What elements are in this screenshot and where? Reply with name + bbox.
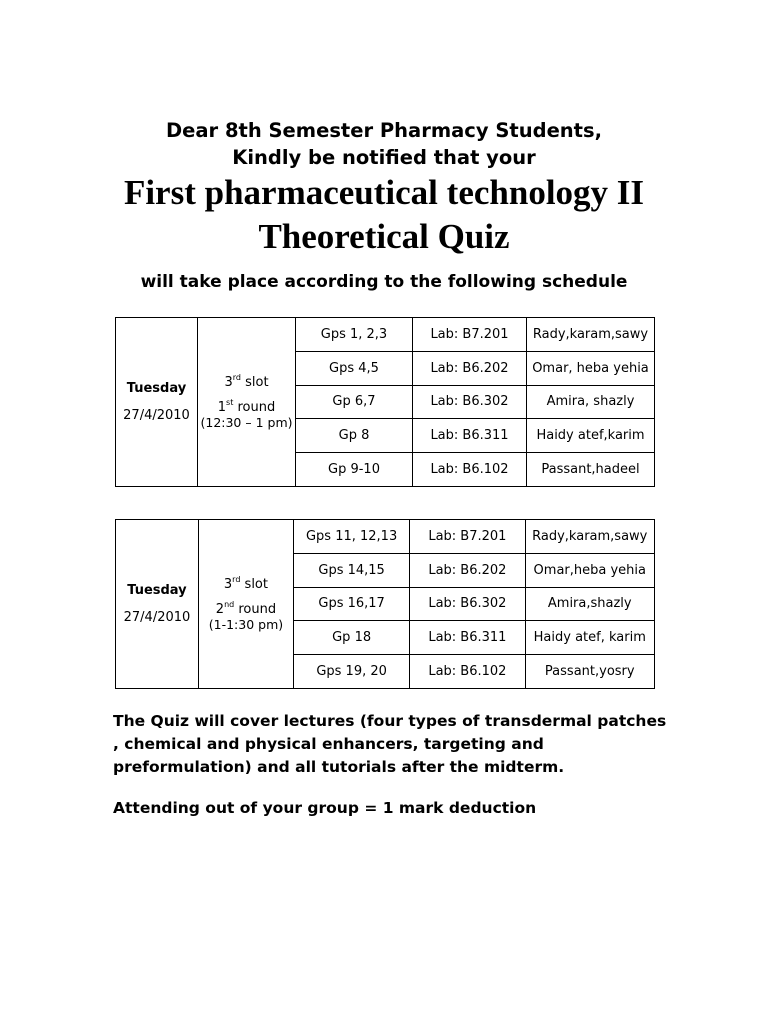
staff-cell: Rady,karam,sawy <box>525 520 654 554</box>
groups-cell: Gps 4,5 <box>296 351 413 385</box>
table-row <box>116 318 655 352</box>
round-label: 2nd round <box>215 599 277 617</box>
date-label: 27/4/2010 <box>123 408 190 423</box>
lab-cell: Lab: B6.202 <box>410 553 525 587</box>
schedule-table-round-1 <box>115 317 655 487</box>
groups-cell: Gp 8 <box>296 419 413 453</box>
staff-cell: Haidy atef, karim <box>525 621 654 655</box>
lab-cell: Lab: B6.311 <box>410 621 525 655</box>
lab-cell: Lab: B7.201 <box>413 318 527 352</box>
groups-cell: Gps 11, 12,13 <box>293 520 409 554</box>
table-row <box>116 520 655 554</box>
lab-cell: Lab: B6.102 <box>410 655 525 689</box>
groups-cell: Gps 14,15 <box>293 553 409 587</box>
slot-cell <box>198 520 293 689</box>
lab-cell: Lab: B6.102 <box>413 453 527 487</box>
schedule-table-round-2 <box>115 519 655 689</box>
quiz-title-line-1: First pharmaceutical technology II <box>123 173 645 212</box>
lab-cell: Lab: B6.202 <box>413 351 527 385</box>
groups-cell: Gps 19, 20 <box>293 655 409 689</box>
staff-cell: Passant,hadeel <box>527 453 655 487</box>
day-label: Tuesday <box>126 381 187 396</box>
staff-cell: Amira,shazly <box>525 587 654 621</box>
staff-cell: Rady,karam,sawy <box>527 318 655 352</box>
day-cell <box>116 318 198 487</box>
groups-cell: Gp 6,7 <box>296 385 413 419</box>
slot-cell <box>198 318 296 487</box>
deduction-note: Attending out of your group = 1 mark deduction <box>113 799 537 817</box>
groups-cell: Gp 9-10 <box>296 453 413 487</box>
greeting-line: Dear 8th Semester Pharmacy Students, <box>165 119 603 142</box>
groups-cell: Gps 1, 2,3 <box>296 318 413 352</box>
day-label: Tuesday <box>127 583 187 598</box>
quiz-title-line-2: Theoretical Quiz <box>258 217 510 256</box>
lab-cell: Lab: B7.201 <box>410 520 525 554</box>
time-label: (12:30 – 1 pm) <box>200 414 293 430</box>
lab-cell: Lab: B6.302 <box>413 385 527 419</box>
lab-cell: Lab: B6.311 <box>413 419 527 453</box>
round-label: 1st round <box>217 397 276 415</box>
groups-cell: Gps 16,17 <box>293 587 409 621</box>
quiz-coverage-note: The Quiz will cover lectures (four types of transdermal patches , chemical and physical enhancers, targeting and preformulation) and all tutorials after the midterm. <box>113 712 667 776</box>
staff-cell: Passant,yosry <box>525 655 654 689</box>
date-label: 27/4/2010 <box>123 610 191 625</box>
staff-cell: Haidy atef,karim <box>527 419 655 453</box>
staff-cell: Omar,heba yehia <box>525 553 654 587</box>
slot-label: 3rd slot <box>224 372 269 390</box>
schedule-intro: will take place according to the following schedule <box>140 272 628 292</box>
day-cell <box>116 520 199 689</box>
notice-line: Kindly be notified that your <box>232 146 536 169</box>
time-label: (1-1:30 pm) <box>208 616 284 632</box>
lab-cell: Lab: B6.302 <box>410 587 525 621</box>
slot-label: 3rd slot <box>223 574 268 592</box>
staff-cell: Amira, shazly <box>527 385 655 419</box>
staff-cell: Omar, heba yehia <box>527 351 655 385</box>
groups-cell: Gp 18 <box>293 621 409 655</box>
